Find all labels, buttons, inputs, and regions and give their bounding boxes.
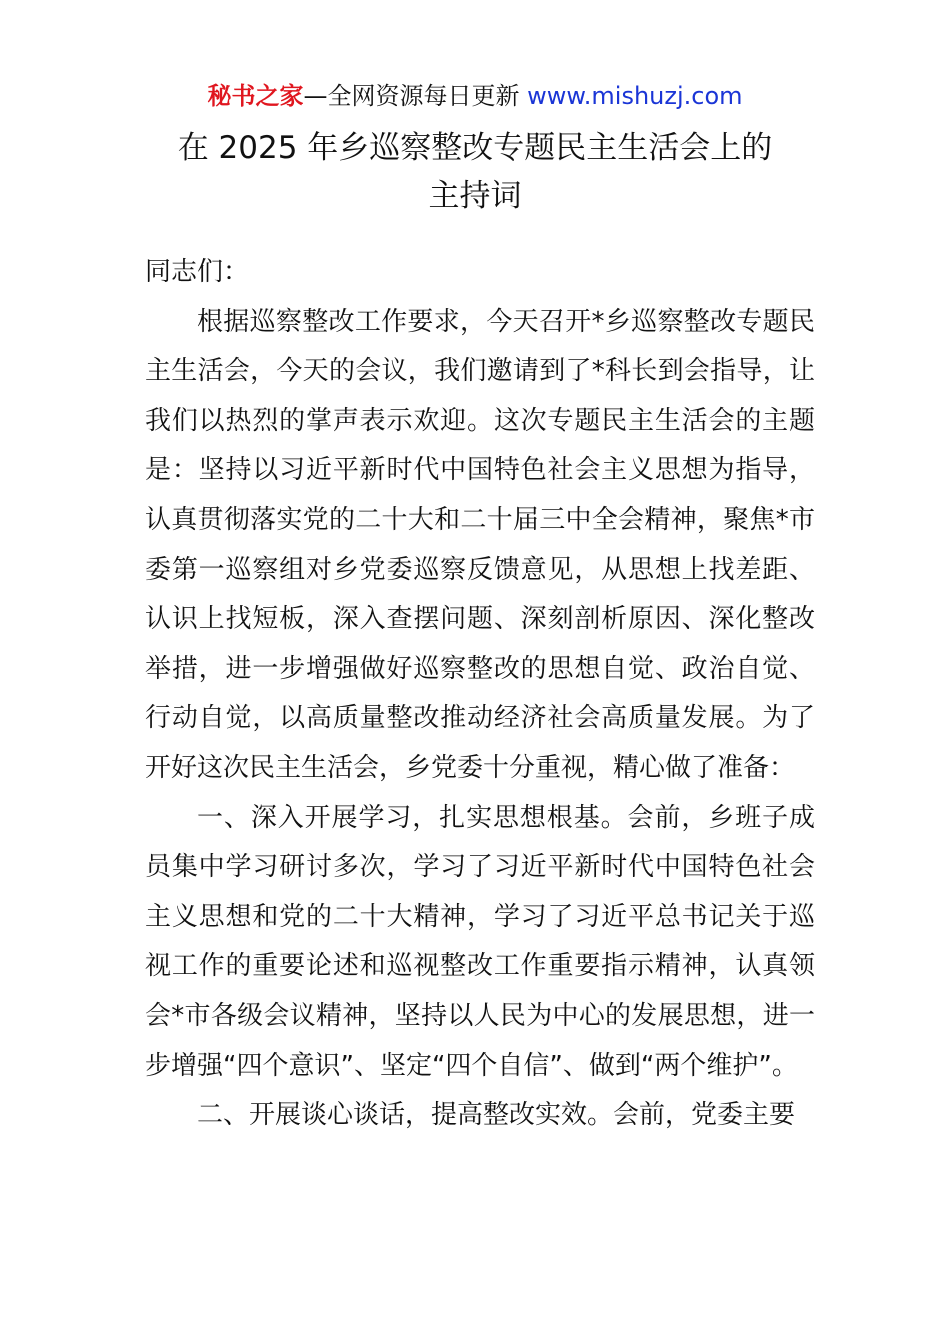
site-brand: 秘书之家 bbox=[207, 82, 304, 110]
site-header bbox=[0, 80, 950, 112]
body-paragraph: 二、开展谈心谈话，提高整改实效。会前，党委主要 bbox=[197, 1100, 796, 1131]
document-body bbox=[145, 248, 815, 1141]
body-paragraph: 一、深入开展学习，扎实思想根基。会前，乡班子成员集中学习研讨多次，学习了习近平新时代中国特色社会主义思想和党的二十大精神，学习了习近平总书记关于巡视工作的重要论述和巡视整改工作重要指示精神，认真领会*市各级会议精神，坚持以人民为中心的发展思想，进一步增强“四个意识”、坚定“四个自信”、做到“两个维护”。 bbox=[145, 802, 815, 1081]
site-url-link[interactable]: www.mishuzj.com bbox=[527, 82, 743, 110]
document-title-line-1: 在 2025 年乡巡察整改专题民主生活会上的 bbox=[177, 130, 773, 166]
body-paragraph: 根据巡察整改工作要求，今天召开*乡巡察整改专题民主生活会，今天的会议，我们邀请到了*科长到会指导，让我们以热烈的掌声表示欢迎。这次专题民主生活会的主题是：坚持以习近平新时代中国特色社会主义思想为指导，认真贯彻落实党的二十大和二十届三中全会精神，聚焦*市委第一巡察组对乡党委巡察反馈意见，从思想上找差距、认识上找短板，深入查摆问题、深刻剖析原因、深化整改举措，进一步增强做好巡察整改的思想自觉、政治自觉、行动自觉，以高质量整改推动经济社会高质量发展。为了开好这次民主生活会，乡党委十分重视，精心做了准备： bbox=[145, 306, 815, 783]
document-title-line-2: 主持词 bbox=[428, 178, 522, 214]
salutation: 同志们： bbox=[145, 257, 250, 287]
site-tagline: —全网资源每日更新 bbox=[303, 82, 528, 110]
